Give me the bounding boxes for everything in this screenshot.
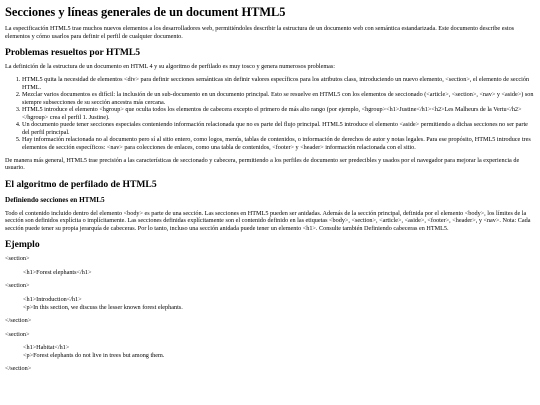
problems-summary: De manera más general, HTML5 trae precisión a las características de seccionado y cabecera, permitiendo a los perfiles de documento ser predecibles y usados por el navegador para mejorar la experiencia de usuario. bbox=[5, 156, 520, 172]
intro-paragraph: La especificación HTML5 trae muchos nuevos elementos a los desarrolladores web, permitiéndoles describir la estructura de un documento web con semántica estandarizada. Este documento describe estos elementos y cómo usarlos para definir el perfil de cualquier documento. bbox=[5, 25, 515, 40]
page-title: Secciones y líneas generales de un document HTML5 bbox=[5, 5, 286, 19]
code-block bbox=[5, 344, 535, 359]
example-heading: Ejemplo bbox=[5, 239, 40, 251]
list-item: 5. Hay información relacionada no al documento pero sí al sitio entero, como logos, menús, tablas de contenidos, o información de derechos de autor y notas legales. Para ese propósito, HTML5 introduce tres elementos de sección específicos: <nav> para colecciones de enlaces, como una tabla de contenidos, <footer> y <header> información relacionada con el sitio. bbox=[22, 136, 535, 151]
code-section-open: <section> bbox=[5, 282, 30, 290]
list-item: 4. Un documento puede tener secciones especiales conteniendo información relacionada que no es parte del flujo principal. HTML5 introduce el elemento <aside> permitiendo a dichas secciones no ser parte del perfil principal. bbox=[22, 121, 535, 136]
code-line: <p>In this section, we discuss the lesser known forest elephants. bbox=[23, 303, 183, 311]
code-section-open: <section> bbox=[5, 330, 30, 338]
code-block bbox=[5, 296, 535, 311]
algorithm-subheading: Definiendo secciones en HTML5 bbox=[5, 195, 105, 204]
algorithm-heading: El algoritmo de perfilado de HTML5 bbox=[5, 178, 157, 190]
code-section-close: </section> bbox=[5, 365, 32, 373]
code-block bbox=[5, 269, 535, 277]
list-item: 1. HTML5 quita la necesidad de elementos <div> para definir secciones semánticas sin definir valores específicos para los atributos class, introduciendo un nuevo elemento, <section>, el elemento de sección HTML. bbox=[22, 76, 535, 91]
code-line: <h1>Introduction</h1> bbox=[23, 295, 82, 303]
problems-list bbox=[5, 76, 535, 152]
code-line: <h1>Forest elephants</h1> bbox=[23, 268, 92, 276]
code-line: <h1>Habitat</h1> bbox=[23, 344, 70, 352]
algorithm-text: Todo el contenido incluido dentro del elemento <body> es parte de una sección. Las secciones en HTML5 pueden ser anidadas. Además de la sección principal, definida por el elemento <body>, los límites de la sección son definidos explícita o implícitamente. Las secciones definidas explícitamente son el contenido definido en las etiquetas <body>, <section>, <article>, <aside>, <footer>, <header>, y <nav>. Nota: Cada sección puede tener su propia jerarquía de cabeceras. Por lo tanto, incluso una sección anidada puede tener un elemento <h1>. Consulte también Definiendo cabeceras en HTML5. bbox=[5, 209, 531, 232]
code-line: <p>Forest elephants do not live in trees but among them. bbox=[23, 351, 165, 359]
problems-lead: La definición de la estructura de un documento en HTML 4 y su algoritmo de perfilado es muy tosco y genera numerosos problemas: bbox=[5, 63, 336, 71]
list-item: 3. HTML5 introduce el elemento <hgroup> que oculta todos los elementos de cabecera excepto el primero de más alto rango (por ejemplo, <hgroup><h1>Justine</h1><h2>Les Malheurs de la Vertu</h2></hgroup> crea el perfil 1. Justine). bbox=[22, 106, 535, 121]
list-item: 2. Mezclar varios documentos es difícil: la inclusión de un sub-documento en un documento principal. Esto se resuelve en HTML5 con los elementos de seccionado (<article>, <section>, <nav> y <aside>) son siempre subsecciones de su sección ancestra más cercana. bbox=[22, 91, 535, 106]
code-section-open: <section> bbox=[5, 255, 30, 263]
code-section-close: </section> bbox=[5, 317, 32, 325]
problems-heading: Problemas resueltos por HTML5 bbox=[5, 47, 141, 59]
